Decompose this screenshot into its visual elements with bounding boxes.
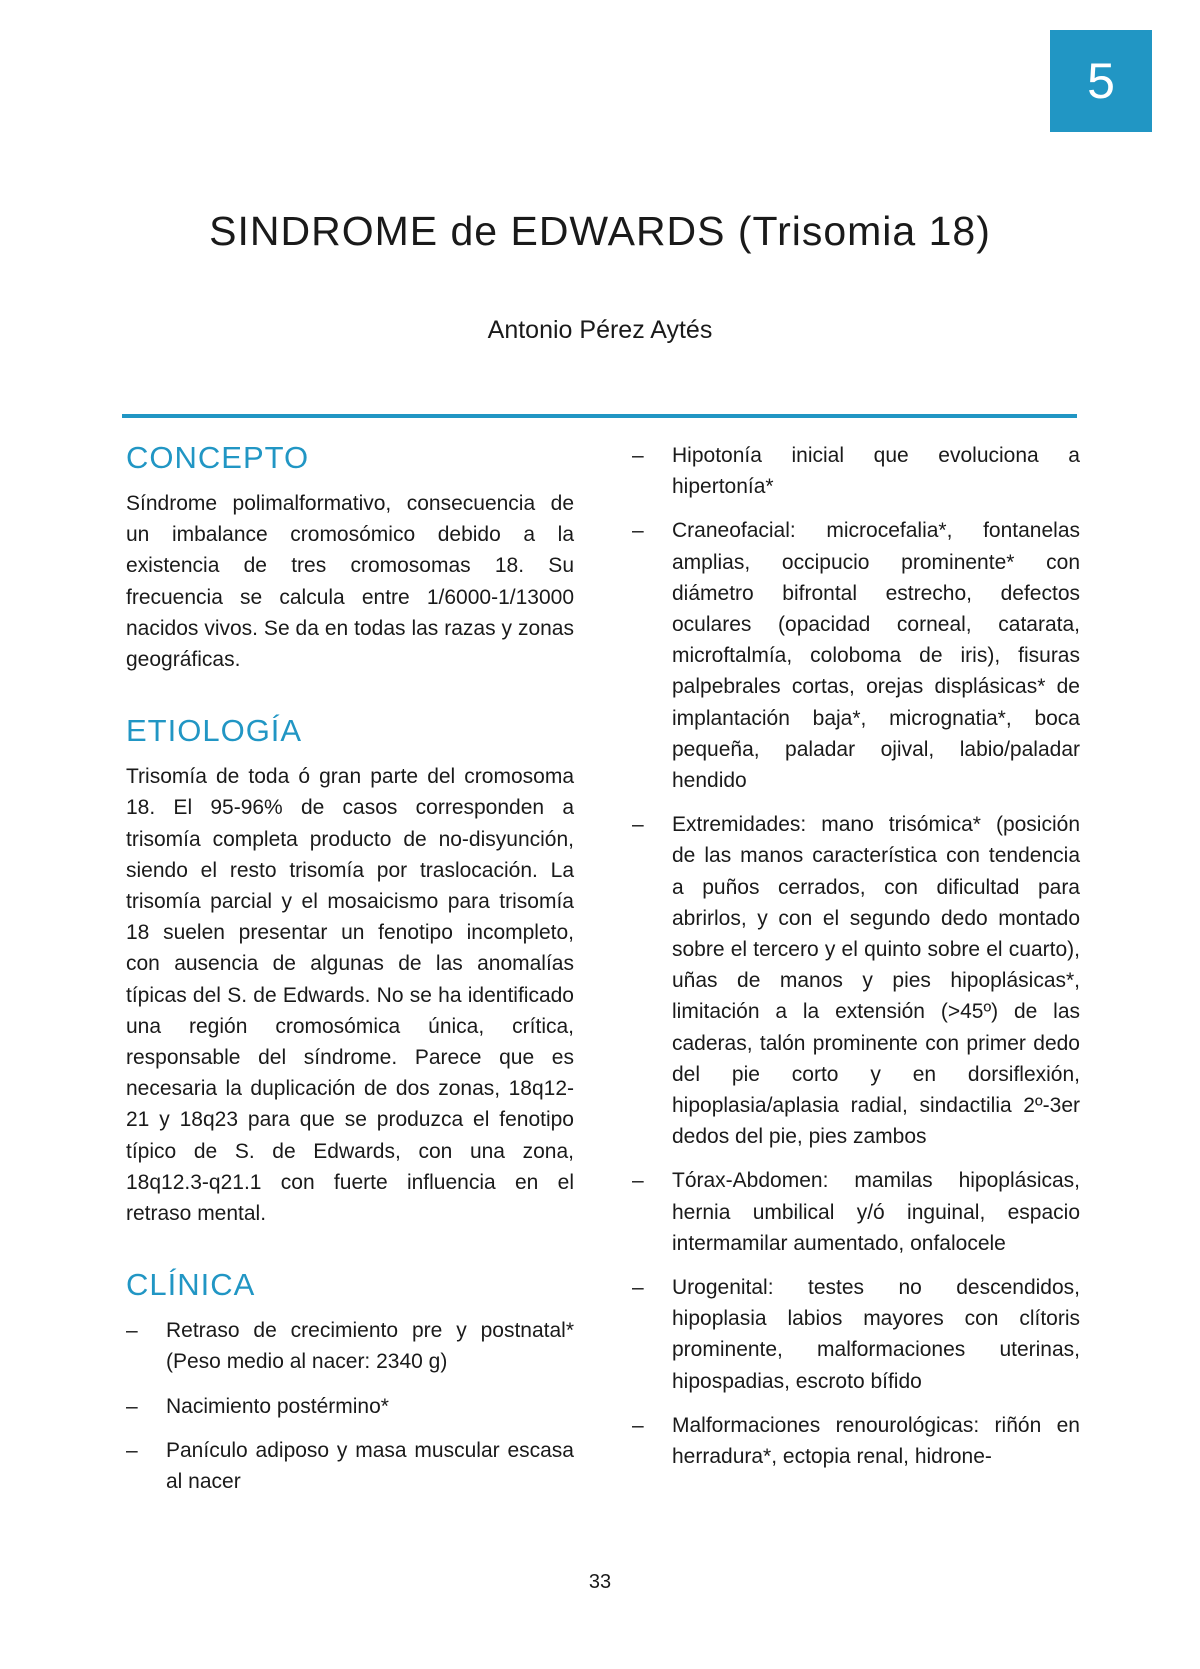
list-item: – Hipotonía inicial que evoluciona a hipertonía* — [632, 440, 1080, 502]
section-heading-clinica: CLÍNICA — [126, 1267, 256, 1303]
bullet-dash: – — [126, 1394, 138, 1418]
header-divider — [122, 414, 1077, 418]
right-column — [632, 440, 1080, 1485]
bullet-dash: – — [126, 1438, 138, 1462]
list-item: – Panículo adiposo y masa muscular escasa al nacer — [126, 1435, 574, 1497]
clinica-list-right — [632, 440, 1080, 1472]
clinica-list-left — [126, 1315, 574, 1497]
bullet-dash: – — [632, 519, 644, 543]
list-item: – Tórax-Abdomen: mamilas hipoplásicas, hernia umbilical y/ó inguinal, espacio intermamilar aumentado, onfalocele — [632, 1165, 1080, 1259]
list-item: – Urogenital: testes no descendidos, hipoplasia labios mayores con clítoris prominente, malformaciones uterinas, hipospadias, escroto bífido — [632, 1272, 1080, 1397]
list-item: – Nacimiento postérmino* — [126, 1391, 574, 1422]
chapter-number-badge: 5 — [1050, 30, 1152, 132]
page-number: 33 — [588, 1571, 612, 1593]
left-column — [126, 440, 574, 1510]
page-title: SINDROME de EDWARDS (Trisomia 18) — [209, 208, 991, 254]
section-heading-concepto: CONCEPTO — [126, 440, 310, 475]
author-name: Antonio Pérez Aytés — [487, 316, 713, 344]
list-item: – Extremidades: mano trisómica* (posición de las manos característica con tendencia a puños cerrados, con dificultad para abrirlos, y con el segundo dedo montado sobre el tercero y el quinto sobre el cuarto), uñas de manos y pies hipoplásicas*, limitación a la extensión (>45º) de las caderas, talón prominente con primer dedo del pie corto y en dorsiflexión, hipoplasia/aplasia radial, sindactilia 2º-3er dedos del pie, pies zambos — [632, 809, 1080, 1152]
etiologia-paragraph: Trisomía de toda ó gran parte del cromosoma 18. El 95-96% de casos corresponden a trisomía completa producto de no-disyunción, siendo el resto trisomía por traslocación. La trisomía parcial y el mosaicismo para trisomía 18 suelen presentar un fenotipo incompleto, con ausencia de algunas de las anomalías típicas del S. de Edwards. No se ha identificado una región cromosómica única, crítica, responsable del síndrome. Parece que es necesaria la duplicación de dos zonas, 18q12-21 y 18q23 para que se produzca el fenotipo típico de S. de Edwards, con una zona, 18q12.3-q21.1 con fuerte influencia en el retraso mental. — [126, 765, 574, 1226]
bullet-dash: – — [632, 444, 644, 467]
list-item: – Retraso de crecimiento pre y postnatal* (Peso medio al nacer: 2340 g) — [126, 1315, 574, 1377]
bullet-dash: – — [632, 1276, 644, 1300]
bullet-dash: – — [632, 1413, 644, 1437]
list-item: – Malformaciones renourológicas: riñón en herradura*, ectopia renal, hidrone- — [632, 1410, 1080, 1472]
bullet-dash: – — [632, 813, 644, 837]
bullet-dash: – — [632, 1169, 644, 1193]
section-heading-etiologia: ETIOLOGÍA — [126, 713, 303, 749]
concepto-paragraph: Síndrome polimalformativo, consecuencia de un imbalance cromosómico debido a la existencia de tres cromosomas 18. Su frecuencia se calcula entre 1/6000-1/13000 nacidos vivos. Se da en todas las razas y zonas geográficas. — [126, 492, 574, 672]
list-item: – Craneofacial: microcefalia*, fontanelas amplias, occipucio prominente* con diámetro bifrontal estrecho, defectos oculares (opacidad corneal, catarata, microftalmía, coloboma de iris), fisuras palpebrales cortas, orejas displásicas* de implantación baja*, micrognatia*, boca pequeña, paladar ojival, labio/paladar hendido — [632, 515, 1080, 796]
bullet-dash: – — [126, 1319, 138, 1343]
